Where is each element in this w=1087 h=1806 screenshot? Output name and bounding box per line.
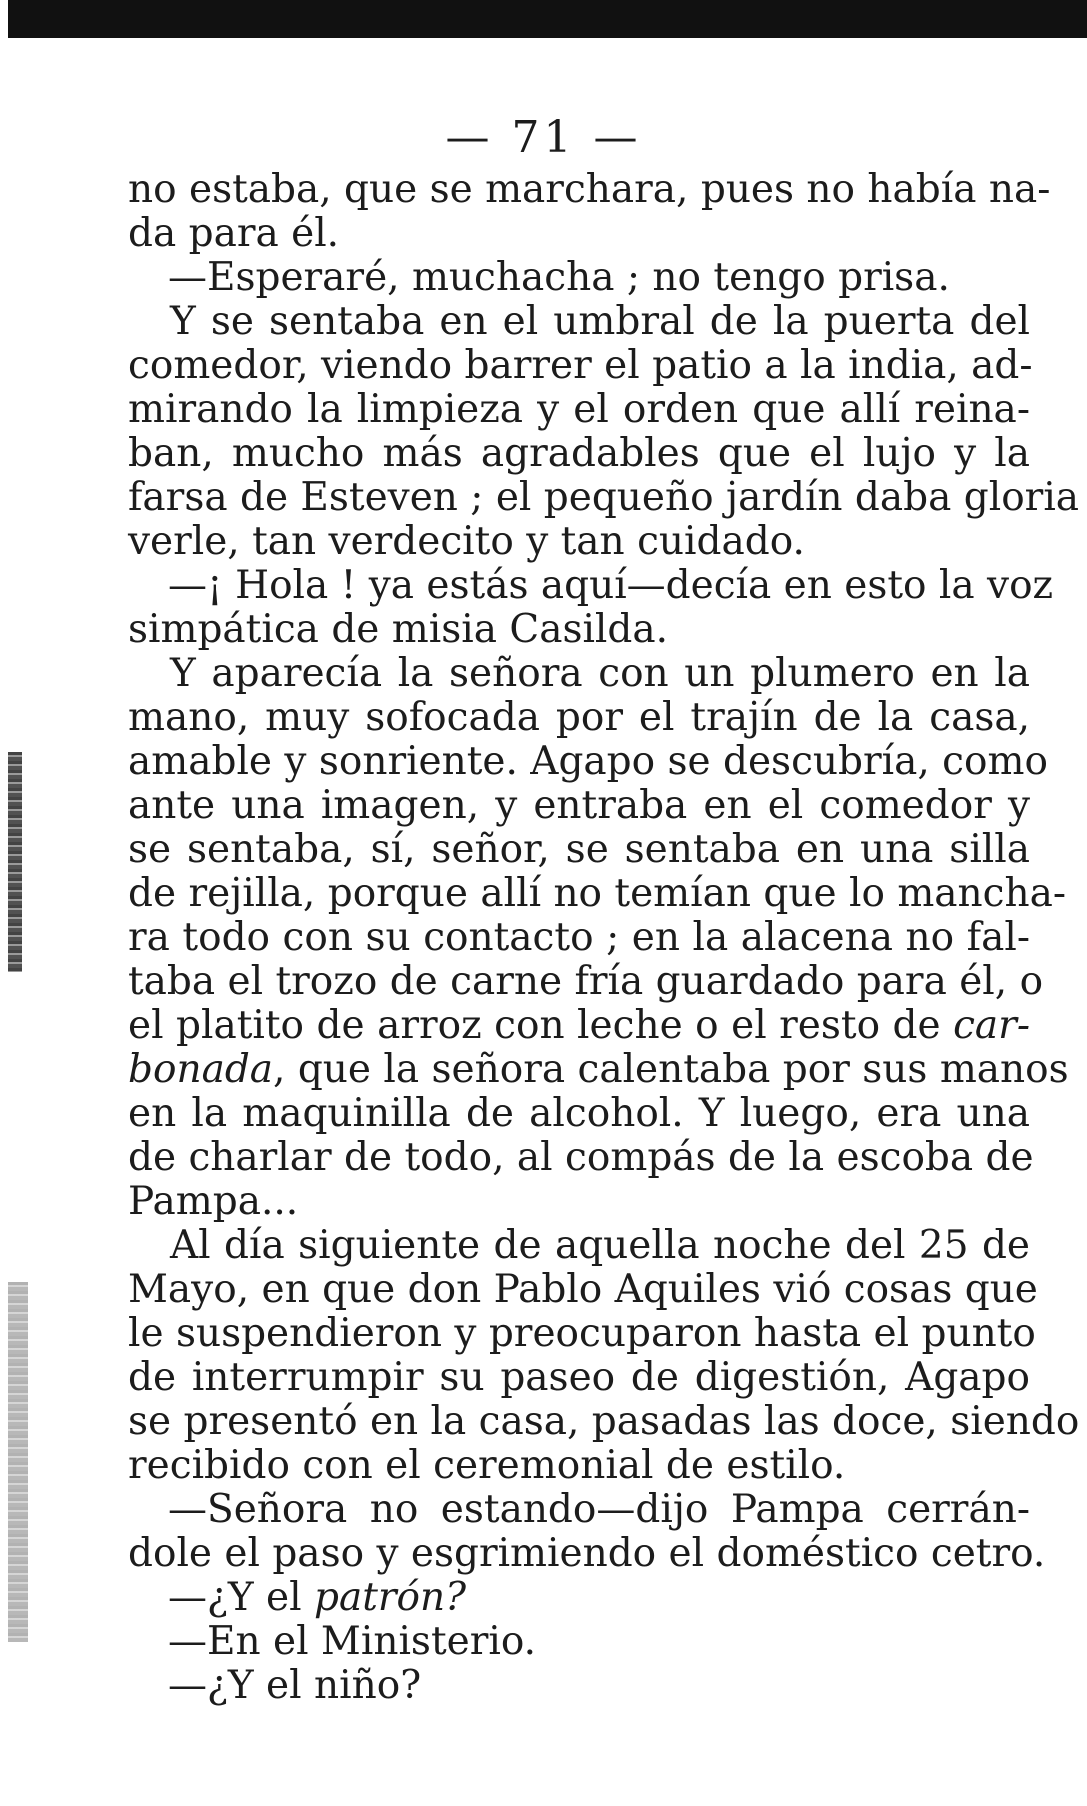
text-line: —Señora no estando—dijo Pampa cerrán-: [168, 1487, 1030, 1532]
italic-word: patrón?: [314, 1575, 467, 1620]
text-line: de interrumpir su paseo de digestión, Agapo: [128, 1355, 1030, 1400]
text-line: amable y sonriente. Agapo se descubría, como: [128, 739, 1048, 784]
text-line: le suspendieron y preocuparon hasta el punto: [128, 1311, 1036, 1356]
text-line: [128, 1576, 1030, 1620]
text-line: Y se sentaba en el umbral de la puerta del: [170, 299, 1030, 344]
text-line: [128, 1047, 1069, 1092]
text-line: —En el Ministerio.: [168, 1619, 537, 1664]
scan-edge-shadow: [8, 752, 22, 972]
text-line: mirando la limpieza y el orden que allí reina-: [128, 387, 1030, 432]
text-line: verle, tan verdecito y tan cuidado.: [128, 519, 805, 564]
text-line: da para él.: [128, 211, 340, 256]
text-line: ra todo con su contacto ; en la alacena no fal-: [128, 915, 1030, 960]
text-line: de rejilla, porque allí no temían que lo mancha-: [128, 871, 1067, 916]
italic-word: bonada: [128, 1047, 274, 1092]
text-line: farsa de Esteven ; el pequeño jardín daba gloria: [128, 475, 1080, 520]
text-line: —¿Y el niño?: [168, 1663, 422, 1708]
text-line: simpática de misia Casilda.: [128, 607, 669, 652]
text-line: de charlar de todo, al compás de la escoba de: [128, 1135, 1034, 1180]
text-line: taba el trozo de carne fría guardado para él, o: [128, 959, 1044, 1004]
italic-word: car-: [953, 1003, 1030, 1048]
text-line: se sentaba, sí, señor, se sentaba en una silla: [128, 827, 1030, 872]
scan-edge-shadow: [8, 1282, 28, 1642]
text-line: dole el paso y esgrimiendo el doméstico cetro.: [128, 1531, 1046, 1576]
text-line: se presentó en la casa, pasadas las doce, siendo: [128, 1399, 1080, 1444]
text-line: —Esperaré, muchacha ; no tengo prisa.: [168, 255, 950, 300]
text-line: recibido con el ceremonial de estilo.: [128, 1443, 846, 1488]
text-line: no estaba, que se marchara, pues no había na-: [128, 167, 1051, 212]
text-line: Al día siguiente de aquella noche del 25 de: [170, 1223, 1030, 1268]
text-line: comedor, viendo barrer el patio a la india, ad-: [128, 343, 1033, 388]
text-line: Pampa...: [128, 1179, 299, 1224]
text-line: Mayo, en que don Pablo Aquiles vió cosas que: [128, 1267, 1038, 1312]
text-line: —¡ Hola ! ya estás aquí—decía en esto la voz: [168, 563, 1054, 608]
text-line: en la maquinilla de alcohol. Y luego, era una: [128, 1091, 1030, 1136]
text-line-part: —¿Y el: [168, 1575, 315, 1620]
page-number: — 71 —: [445, 112, 642, 163]
text-line-part: , que la señora calentaba por sus manos: [273, 1047, 1069, 1092]
text-line: mano, muy sofocada por el trajín de la casa,: [128, 695, 1030, 740]
scan-top-border: [8, 0, 1087, 38]
text-line-part: el platito de arroz con leche o el resto de: [128, 1003, 954, 1048]
text-line: [128, 1004, 1030, 1048]
text-line: Y aparecía la señora con un plumero en la: [170, 651, 1030, 696]
text-line: ban, mucho más agradables que el lujo y la: [128, 431, 1030, 476]
body-text: [128, 167, 1080, 1708]
text-line: ante una imagen, y entraba en el comedor y: [128, 783, 1030, 828]
